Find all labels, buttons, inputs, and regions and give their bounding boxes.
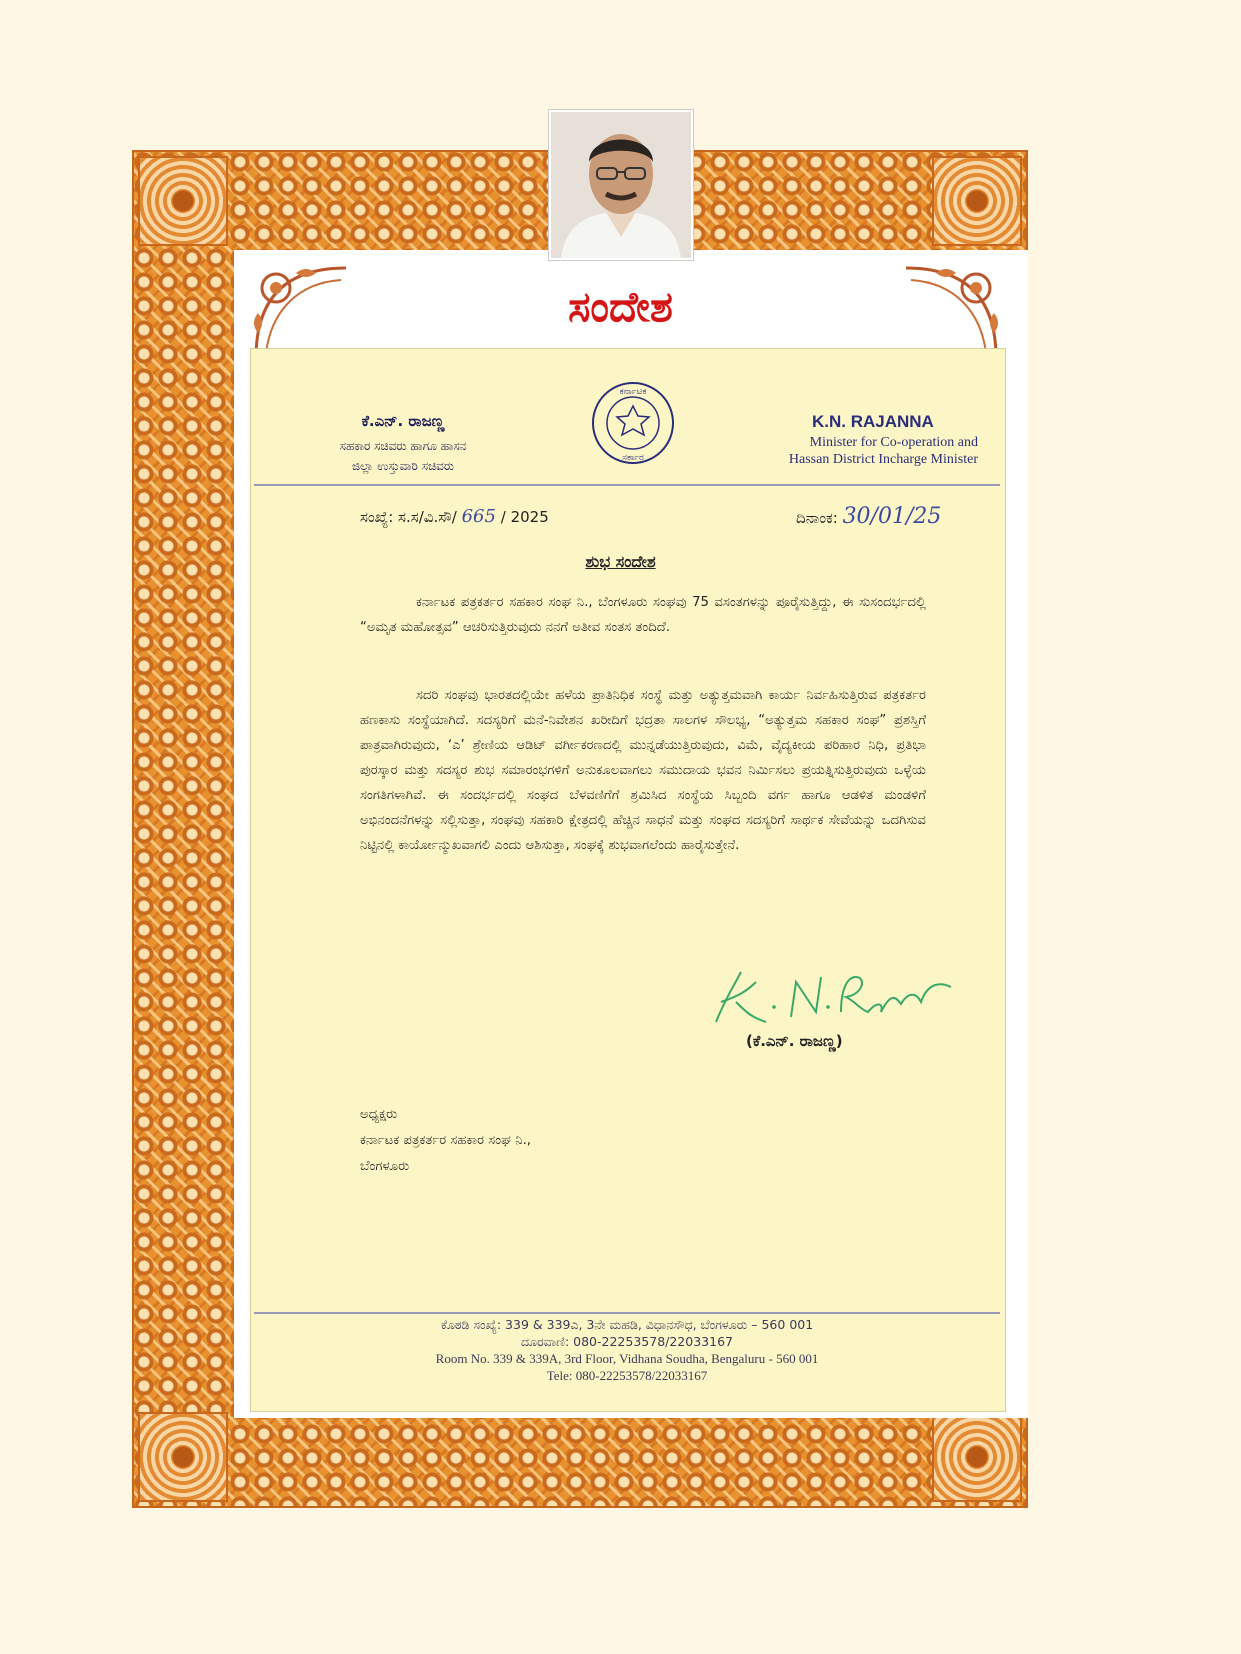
- footer-address-english: Room No. 339 & 339A, 3rd Floor, Vidhana Soudha, Bengaluru - 560 001: [435, 1351, 819, 1366]
- letterhead-designation-kannada: ಸಹಕಾರ ಸಚಿವರು ಹಾಗೂ ಹಾಸನ ಜಿಲ್ಲಾ ಉಸ್ತುವಾರಿ ಸಚಿವರು: [339, 439, 467, 473]
- letterhead-name-kannada: ಕೆ.ಎನ್. ರಾಜಣ್ಣ: [361, 412, 445, 430]
- footer-divider: [254, 1312, 1000, 1314]
- letterhead-name-english: K.N. RAJANNA: [812, 412, 934, 431]
- footer-phone-kannada: ದೂರವಾಣಿ: 080-22253578/22033167: [521, 1334, 733, 1349]
- footer-address-kannada: ಕೊಠಡಿ ಸಂಖ್ಯೆ: 339 & 339ಎ, 3ನೇ ಮಹಡಿ, ವಿಧಾನಸೌಧ, ಬೆಂಗಳೂರು – 560 001: [440, 1317, 814, 1332]
- letter-paragraph: ಕರ್ನಾಟಕ ಪತ್ರಕರ್ತರ ಸಹಕಾರ ಸಂಘ ನಿ., ಬೆಂಗಳೂರು ಸಂಘವು 75 ವಸಂತಗಳನ್ನು ಪೂರೈಸುತ್ತಿದ್ದು, ಈ ಸುಸಂದರ್ಭದಲ್ಲಿ “ಅಮೃತ ಮಹೋತ್ಸವ” ಆಚರಿಸುತ್ತಿರುವುದು ನನಗೆ ಅತೀವ ಸಂತಸ ತಂದಿದೆ.: [360, 595, 926, 635]
- corner-ornament: [932, 156, 1022, 246]
- letter-date: ದಿನಾಂಕ: 30/01/25: [796, 504, 942, 529]
- state-emblem-icon: [588, 378, 678, 468]
- emblem-bottom-text: ಸರ್ಕಾರ: [622, 453, 644, 463]
- reference-handwritten-number: 665: [461, 506, 496, 527]
- signatory-name: (ಕೆ.ಎನ್. ರಾಜಣ್ಣ): [746, 1032, 843, 1050]
- addressee-block: ಅಧ್ಯಕ್ಷರು ಕರ್ನಾಟಕ ಪತ್ರಕರ್ತರ ಸಹಕಾರ ಸಂಘ ನಿ., ಬೆಂಗಳೂರು: [360, 1107, 531, 1174]
- corner-ornament: [138, 1412, 228, 1502]
- emblem-top-text: ಕರ್ನಾಟಕ: [619, 387, 647, 397]
- letter-paragraph: ಸದರಿ ಸಂಘವು ಭಾರತದಲ್ಲಿಯೇ ಹಳೆಯ ಪ್ರಾತಿನಿಧಿಕ ಸಂಸ್ಥೆ ಮತ್ತು ಅತ್ಯುತ್ತಮವಾಗಿ ಕಾರ್ಯ ನಿರ್ವಹಿಸುತ್ತಿರುವ ಪತ್ರಕರ್ತರ ಹಣಕಾಸು ಸಂಸ್ಥೆಯಾಗಿದೆ. ಸದಸ್ಯರಿಗೆ ಮನೆ-ನಿವೇಶನ ಖರೀದಿಗೆ ಭದ್ರತಾ ಸಾಲಗಳ ಸೌಲಭ್ಯ, “ಅತ್ಯುತ್ತಮ ಸಹಕಾರ ಸಂಘ” ಪ್ರಶಸ್ತಿಗೆ ಪಾತ್ರವಾಗಿರುವುದು, ‘ಎ’ ಶ್ರೇಣಿಯ ಆಡಿಟ್ ವರ್ಗೀಕರಣದಲ್ಲಿ ಮುನ್ನಡೆಯುತ್ತಿರುವುದು, ವಿಮೆ, ವೈದ್ಯಕೀಯ ಪರಿಹಾರ ನಿಧಿ, ಪ್ರತಿಭಾ ಪುರಸ್ಕಾರ ಮತ್ತು ಸದಸ್ಯರ ಶುಭ ಸಮಾರಂಭಗಳಿಗೆ ಅನುಕೂಲವಾಗಲು ಸಮುದಾಯ ಭವನ ನಿರ್ಮಿಸಲು ಪ್ರಯತ್ನಿಸುತ್ತಿರುವುದು ಒಳ್ಳೆಯ ಸಂಗತಿಗಳಾಗಿವೆ. ಈ ಸಂದರ್ಭದಲ್ಲಿ ಸಂಘದ ಬೆಳವಣಿಗೆಗೆ ಶ್ರಮಿಸಿದ ಸಂಸ್ಥೆಯ ಸಿಬ್ಬಂದಿ ವರ್ಗ ಹಾಗೂ ಆಡಳಿತ ಮಂಡಳಿಗೆ ಅಭಿನಂದನೆಗಳನ್ನು ಸಲ್ಲಿಸುತ್ತಾ, ಸಂಘವು ಸಹಕಾರಿ ಕ್ಷೇತ್ರದಲ್ಲಿ ಹೆಚ್ಚಿನ ಸಾಧನೆ ಮತ್ತು ಸಂಘದ ಸದಸ್ಯರಿಗೆ ಸಾರ್ಥಕ ಸೇವೆಯನ್ನು ಒದಗಿಸುವ ನಿಟ್ಟಿನಲ್ಲಿ ಕಾರ್ಯೋನ್ಮುಖವಾಗಲಿ ಎಂದು ಆಶಿಸುತ್ತಾ, ಸಂಘಕ್ಕೆ ಶುಭವಾಗಲೆಂದು ಹಾರೈಸುತ್ತೇನೆ.: [360, 688, 926, 853]
- reference-number: ಸಂಖ್ಯೆ: ಸ.ಸ/ವಿ.ಸೌ/ 665 / 2025: [360, 506, 549, 527]
- date-handwritten: 30/01/25: [842, 504, 942, 529]
- handwritten-signature: [696, 962, 956, 1032]
- minister-portrait: [549, 110, 693, 260]
- letter-footer: [254, 1316, 1000, 1384]
- page-title: ಸಂದೇಶ: [568, 282, 673, 331]
- letter-subject: ಶುಭ ಸಂದೇಶ: [585, 552, 656, 571]
- corner-ornament: [138, 156, 228, 246]
- letterhead-divider: [254, 484, 1000, 486]
- corner-ornament: [932, 1412, 1022, 1502]
- footer-phone-english: Tele: 080-22253578/22033167: [546, 1368, 708, 1383]
- letterhead-designation-english: Minister for Co-operation and Hassan District Incharge Minister: [788, 435, 978, 467]
